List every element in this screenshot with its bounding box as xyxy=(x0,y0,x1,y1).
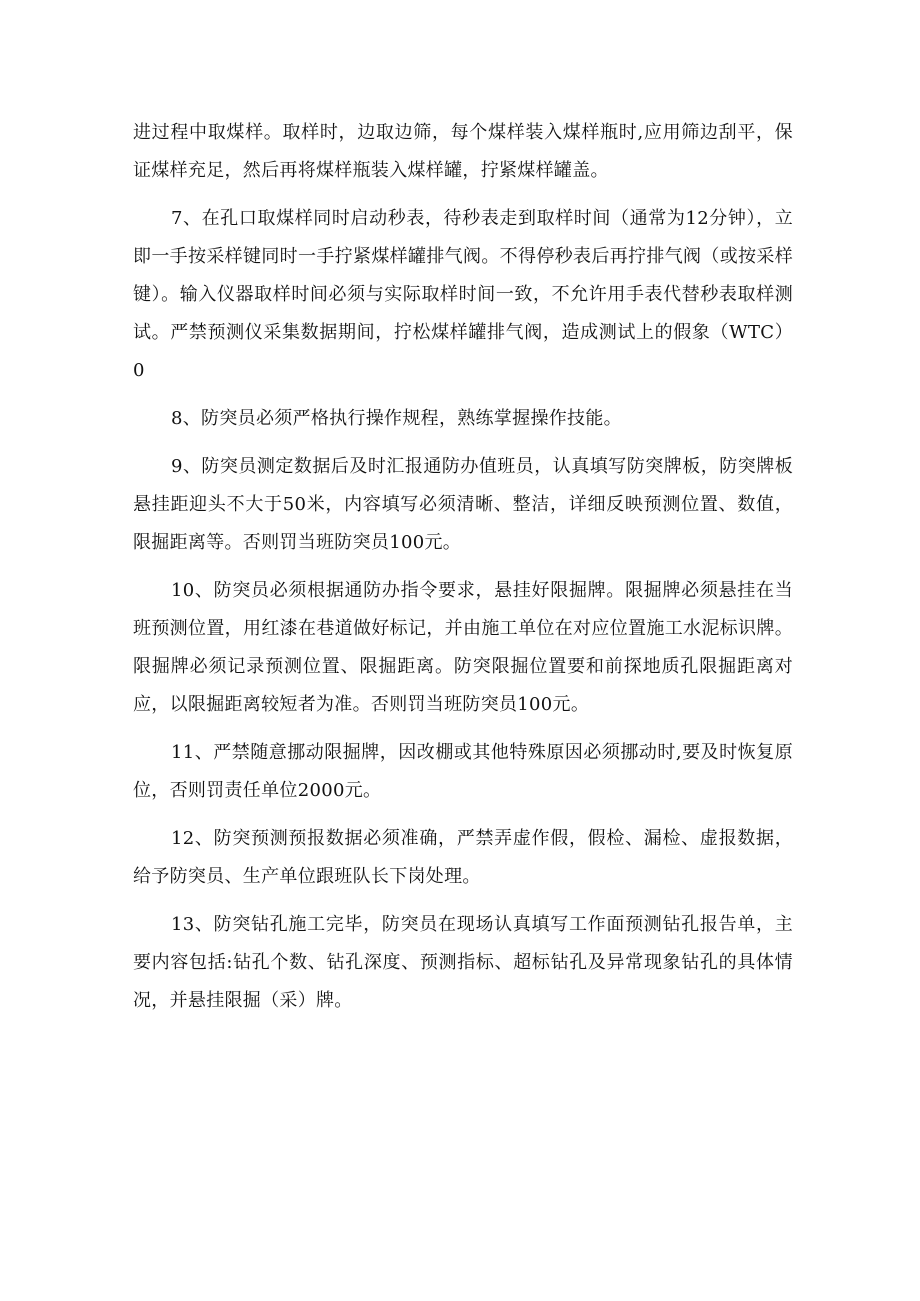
paragraph-item-11: 11、严禁随意挪动限掘牌，因改棚或其他特殊原因必须挪动时,要及时恢复原位，否则罚责任单位2000元。 xyxy=(133,742,793,801)
paragraph-item-9: 9、防突员测定数据后及时汇报通防办值班员，认真填写防突牌板，防突牌板悬挂距迎头不大于50米，内容填写必须清晰、整洁，详细反映预测位置、数值，限掘距离等。否则罚当班防突员100元。 xyxy=(133,456,793,553)
paragraph-item-8: 8、防突员必须严格执行操作规程，熟练掌握操作技能。 xyxy=(171,408,622,429)
paragraph-item-10: 10、防突员必须根据通防办指令要求，悬挂好限掘牌。限掘牌必须悬挂在当班预测位置，用红漆在巷道做好标记，并由施工单位在对应位置施工水泥标识牌。限掘牌必须记录预测位置、限掘距离。防突限掘位置要和前探地质孔限掘距离对应，以限掘距离较短者为准。否则罚当班防突员100元。 xyxy=(133,580,793,715)
paragraph-item-7: 7、在孔口取煤样同时启动秒表，待秒表走到取样时间（通常为12分钟），立即一手按采样键同时一手拧紧煤样罐排气阀。不得停秒表后再拧排气阀（或按采样键）。输入仪器取样时间必须与实际取样时间一致，不允许用手表代替秒表取样测试。严禁预测仪采集数据期间，拧松煤样罐排气阀，造成测试上的假象（WTC）0 xyxy=(133,208,793,381)
paragraph-item-12: 12、防突预测预报数据必须准确，严禁弄虚作假，假检、漏检、虚报数据，给予防突员、生产单位跟班队长下岗处理。 xyxy=(133,828,793,887)
document-body xyxy=(133,114,793,1030)
paragraph-continued: 进过程中取煤样。取样时，边取边筛，每个煤样装入煤样瓶时,应用筛边刮平，保证煤样充足，然后再将煤样瓶装入煤样罐，拧紧煤样罐盖。 xyxy=(133,122,793,181)
paragraph-item-13: 13、防突钻孔施工完毕，防突员在现场认真填写工作面预测钻孔报告单，主要内容包括:钻孔个数、钻孔深度、预测指标、超标钻孔及异常现象钻孔的具体情况，并悬挂限掘（采）牌。 xyxy=(133,914,793,1011)
